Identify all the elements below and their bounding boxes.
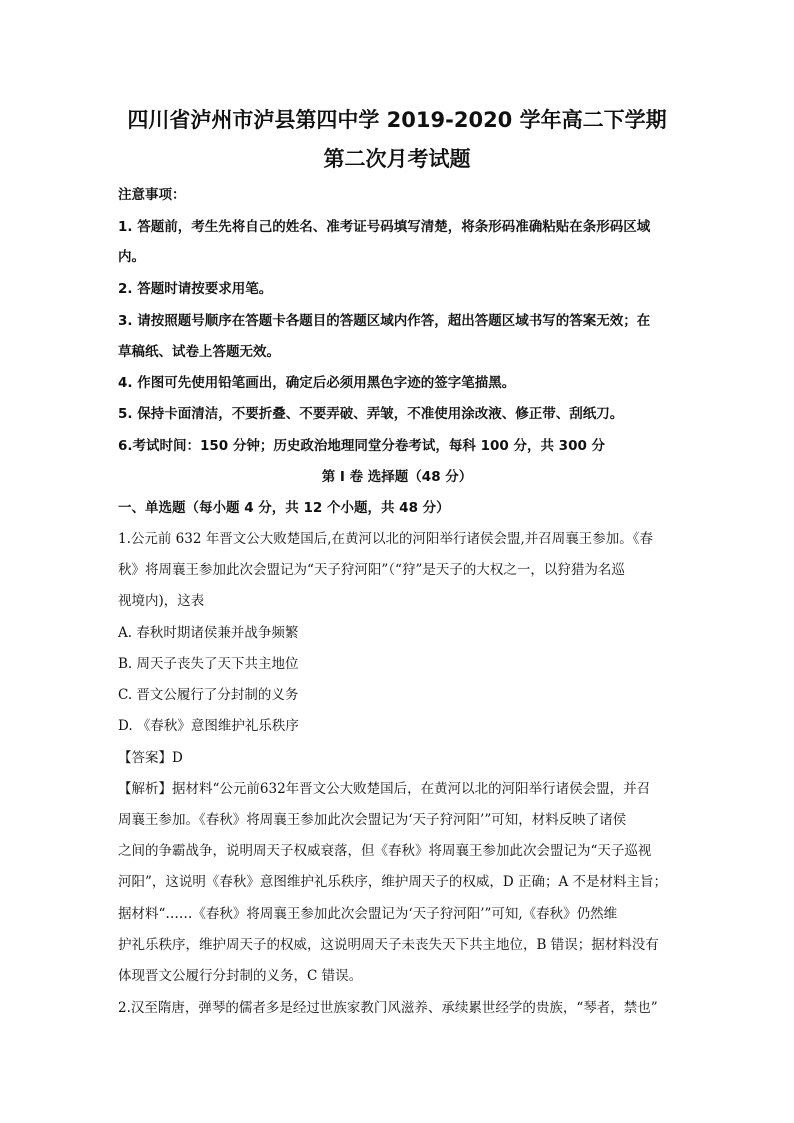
notice-1b: 内。	[118, 249, 145, 265]
exam-title-line2: 第二次月考试题	[323, 147, 471, 171]
part-title: 一、单选题（每小题 4 分，共 12 个小题，共 48 分）	[118, 500, 450, 516]
question1-option-a: A. 春秋时期诸侯兼并战争频繁	[118, 625, 299, 641]
notice-6: 6.考试时间：150 分钟；历史政治地理同堂分卷考试，每科 100 分，共 300 分	[118, 438, 606, 454]
question1-analysis-line5: 据材料“……《春秋》将周襄王参加此次会盟记为‘天子狩河阳’”可知,《春秋》仍然维	[118, 906, 618, 922]
question1-stem-line3: 视境内)，这表	[118, 593, 205, 609]
question1-analysis-line4: 河阳”，这说明《春秋》意图维护礼乐秩序，维护周天子的权威，D 正确；A 不是材料主旨；	[118, 874, 668, 890]
question1-analysis-line3: 之间的争霸战争，说明周天子权威衰落，但《春秋》将周襄王参加此次会盟记为“天子巡视	[118, 843, 652, 859]
notice-5: 5. 保持卡面清洁，不要折叠、不要弄破、弄皱，不准使用涂改液、修正带、刮纸刀。	[118, 406, 624, 422]
exam-title-line1: 四川省泸州市泸县第四中学 2019-2020 学年高二下学期	[127, 108, 667, 132]
notice-1a: 1. 答题前，考生先将自己的姓名、准考证号码填写清楚，将条形码准确粘贴在条形码区域	[118, 219, 651, 235]
notice-heading: 注意事项：	[118, 187, 186, 203]
notice-4: 4. 作图可先使用铅笔画出，确定后必须用黑色字迹的签字笔描黑。	[118, 375, 516, 391]
question1-analysis-line7: 体现晋文公履行分封制的义务，C 错误。	[118, 968, 363, 984]
question1-analysis-line6: 护礼乐秩序，维护周天子的权威，这说明周天子未丧失天下共主地位，B 错误；据材料没有	[118, 937, 659, 953]
question1-option-d: D. 《春秋》意图维护礼乐秩序	[118, 718, 299, 734]
notice-3a: 3. 请按照题号顺序在答题卡各题目的答题区域内作答，超出答题区域书写的答案无效；在	[118, 313, 651, 329]
notice-3b: 草稿纸、试卷上答题无效。	[118, 344, 280, 360]
question1-stem-line2: 秋》将周襄王参加此次会盟记为“天子狩河阳”（“狩”是天子的大权之一，以狩猎为名巡	[118, 562, 625, 578]
question2-stem-line1: 2.汉至隋唐，弹琴的儒者多是经过世族家教门风滋养、承续累世经学的贵族，“琴者，禁也”	[118, 1000, 658, 1016]
question1-option-b: B. 周天子丧失了天下共主地位	[118, 656, 299, 672]
section-title: 第 I 卷 选择题（48 分）	[321, 469, 473, 485]
question1-answer: 【答案】D	[118, 750, 183, 766]
question1-option-c: C. 晋文公履行了分封制的义务	[118, 687, 299, 703]
question1-analysis-line1: 【解析】据材料“公元前632年晋文公大败楚国后，在黄河以北的河阳举行诸侯会盟，并召	[118, 781, 651, 797]
question1-analysis-line2: 周襄王参加。《春秋》将周襄王参加此次会盟记为‘天子狩河阳’”可知，材料反映了诸侯	[118, 812, 627, 828]
notice-2: 2. 答题时请按要求用笔。	[118, 281, 273, 297]
question1-stem-line1: 1.公元前 632 年晋文公大败楚国后,在黄河以北的河阳举行诸侯会盟,并召周襄王参加。《春	[118, 531, 654, 547]
